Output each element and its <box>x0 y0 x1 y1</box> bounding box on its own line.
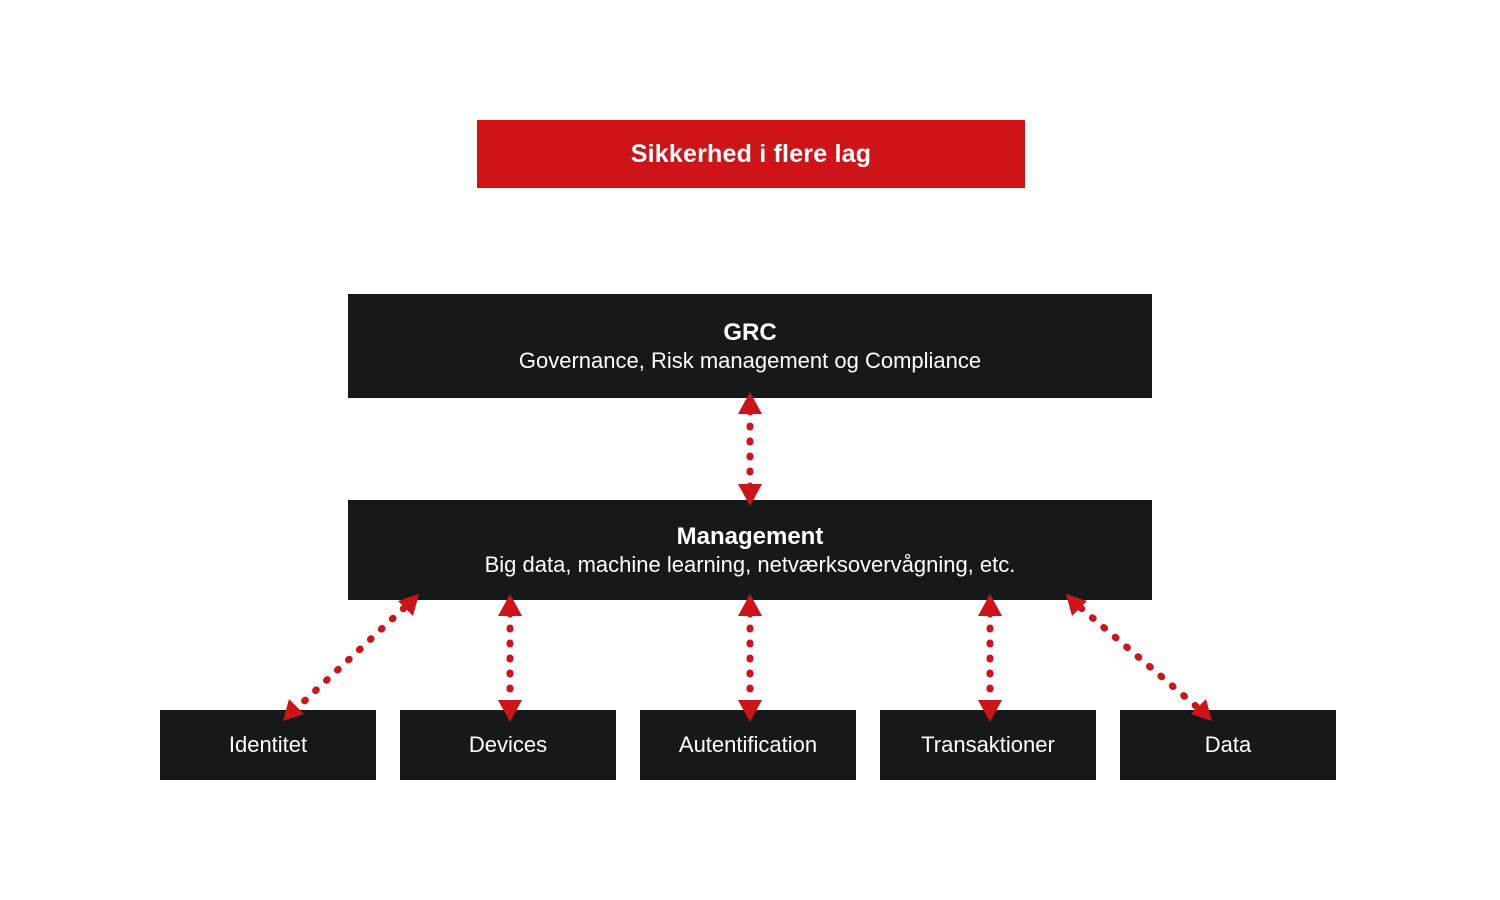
leaf-node-label: Devices <box>468 732 548 757</box>
layer-grc-title: GRC <box>723 318 777 346</box>
leaf-node-label: Autentification <box>678 732 818 757</box>
layer-management-title: Management <box>676 522 824 550</box>
title-banner-label: Sikkerhed i flere lag <box>630 139 872 168</box>
title-banner <box>477 120 1025 188</box>
leaf-node-transaktioner <box>880 710 1096 780</box>
connector-management-identitet <box>283 594 419 721</box>
connector-management-transaktioner <box>978 594 1002 722</box>
connector-grc-management <box>738 392 762 506</box>
layer-grc-subtitle: Governance, Risk management og Compliance <box>518 347 982 373</box>
leaf-node-devices <box>400 710 616 780</box>
leaf-node-label: Data <box>1204 732 1252 757</box>
leaf-node-data <box>1120 710 1336 780</box>
leaf-node-identitet <box>160 710 376 780</box>
connector-management-devices <box>498 594 522 722</box>
connector-management-autentification <box>738 594 762 722</box>
leaf-node-autentification <box>640 710 856 780</box>
connector-management-data <box>1066 594 1212 721</box>
leaf-node-label: Identitet <box>228 732 308 757</box>
leaf-node-label: Transaktioner <box>921 732 1055 757</box>
layer-management <box>348 500 1152 600</box>
layer-grc <box>348 294 1152 398</box>
layer-management-subtitle: Big data, machine learning, netværksovervågning, etc. <box>484 551 1016 577</box>
